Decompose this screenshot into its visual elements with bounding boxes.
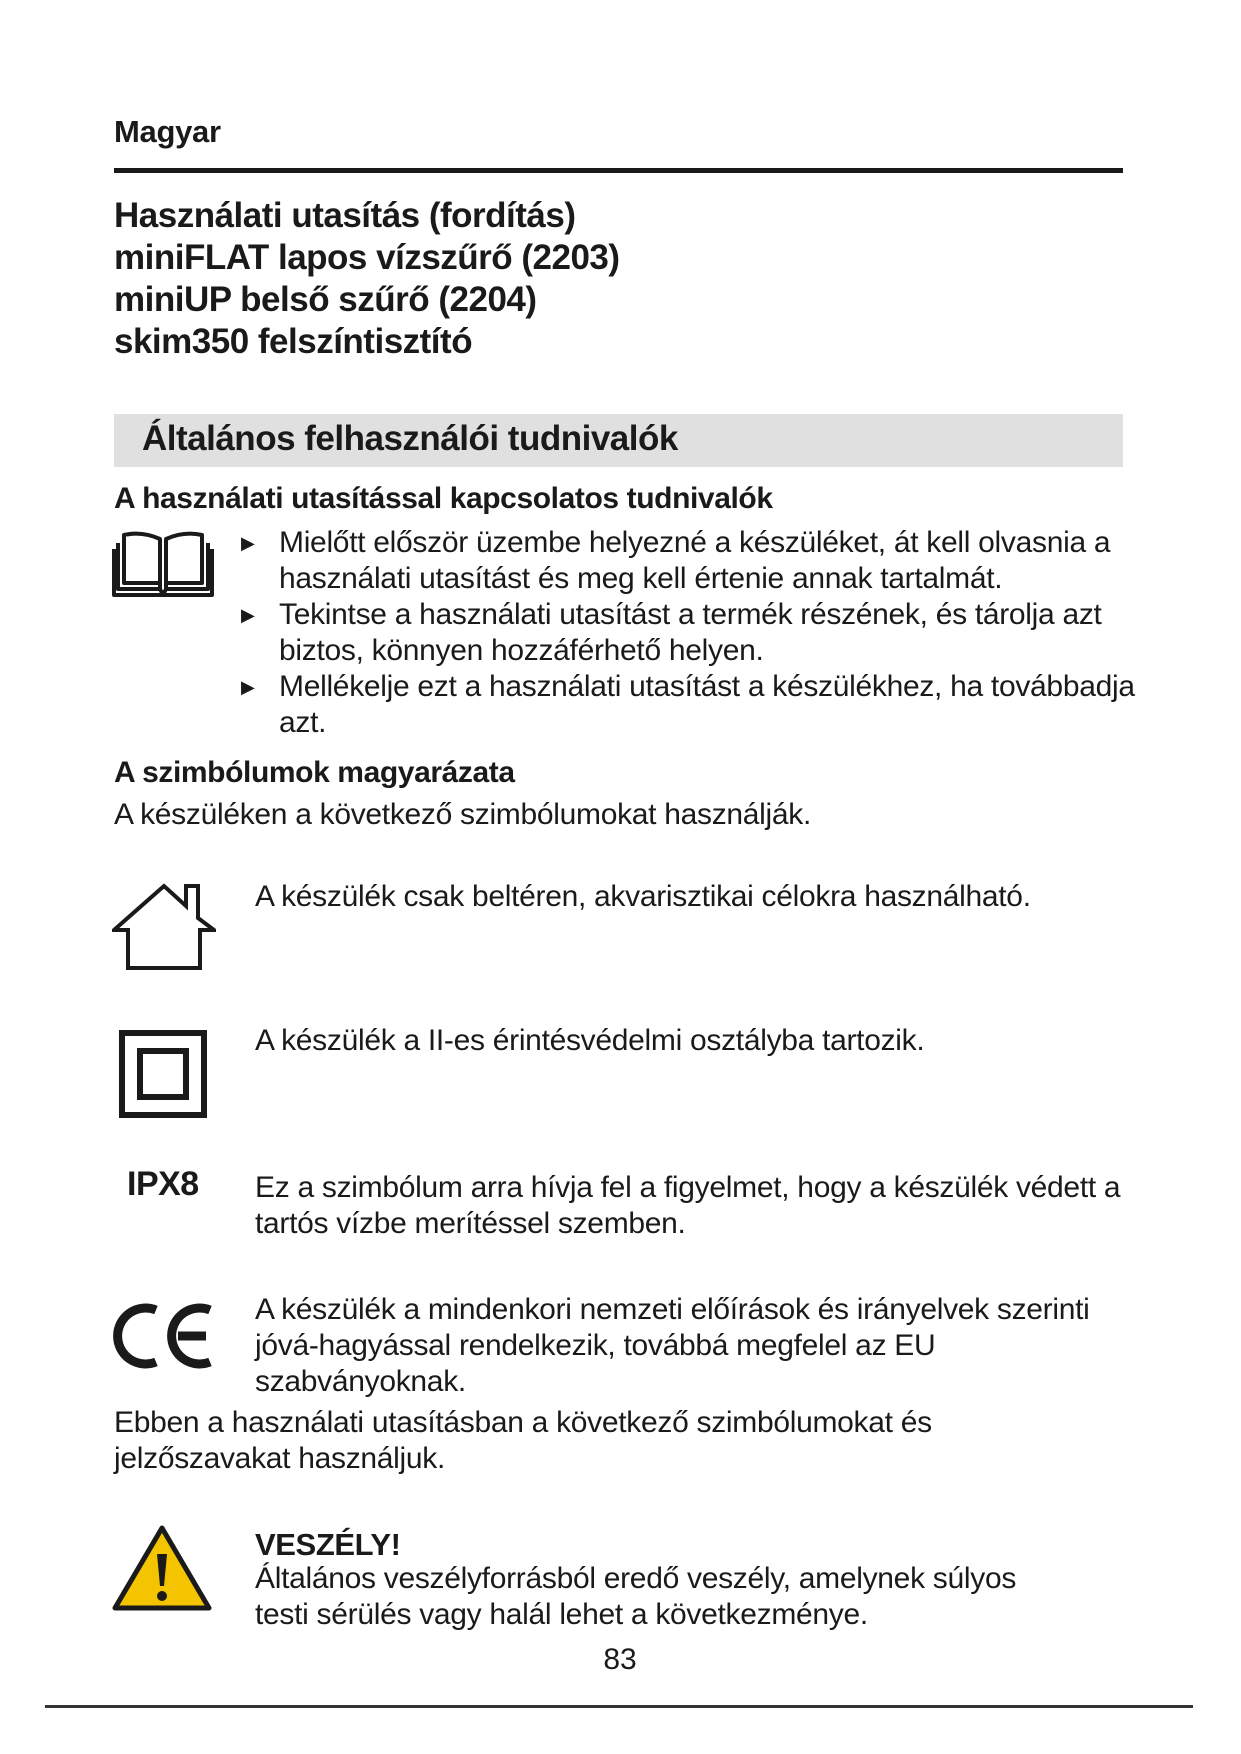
bullet-item: Tekintse a használati utasítást a termék részének, és tárolja azt biztos, könnyen hozzáférhető helyen. [279,598,1102,667]
symbols-heading: A szimbólumok magyarázata [114,756,515,789]
title-line-2: miniFLAT lapos vízszűrő (2203) [114,238,620,277]
ipx8-label: IPX8 [127,1165,199,1203]
instructions-heading: A használati utasítással kapcsolatos tudnivalók [114,482,773,515]
symbol-ce-text: A készülék a mindenkori nemzeti előírások és irányelvek szerinti jóvá-hagyással rendelkezik, továbbá megfelel az EU szabványoknak. [255,1293,1090,1398]
footer-rule [45,1705,1193,1708]
signal-intro: Ebben a használati utasításban a következő szimbólumokat és jelzőszavakat használjuk. [114,1406,932,1475]
title-line-4: skim350 felszíntisztító [114,322,473,361]
language-label: Magyar [114,114,221,149]
title-line-1: Használati utasítás (fordítás) [114,196,576,235]
symbol-ipx8-text: Ez a szimbólum arra hívja fel a figyelmet, hogy a készülék védett a tartós vízbe merítéssel szemben. [255,1171,1121,1240]
bullet-item: Mielőtt először üzembe helyezné a készüléket, át kell olvasnia a használati utasítást és meg kell értenie annak tartalmát. [279,526,1111,595]
page-number: 83 [603,1643,637,1676]
symbol-class2-text: A készülék a II-es érintésvédelmi osztályba tartozik. [255,1024,925,1057]
danger-text: Általános veszélyforrásból eredő veszély, amelynek súlyos testi sérülés vagy halál lehet a következménye. [255,1562,1017,1631]
book-icon [112,529,214,597]
danger-title: VESZÉLY! [255,1527,401,1562]
header-rule [114,168,1123,173]
bullet-item: Mellékelje ezt a használati utasítást a készülékhez, ha továbbadja azt. [279,670,1135,739]
bullet-marker: ▶ [241,533,255,553]
symbol-indoor-text: A készülék csak beltéren, akvarisztikai célokra használható. [255,880,1031,913]
section-heading: Általános felhasználói tudnivalók [142,419,678,458]
bullet-marker: ▶ [241,605,255,625]
title-line-3: miniUP belső szűrő (2204) [114,280,537,319]
ce-mark-icon [112,1302,216,1370]
warning-triangle-icon [112,1524,212,1612]
double-insulation-icon [119,1030,207,1118]
symbols-intro: A készüléken a következő szimbólumokat használják. [114,798,812,831]
bullet-marker: ▶ [241,677,255,697]
house-icon [112,880,216,972]
